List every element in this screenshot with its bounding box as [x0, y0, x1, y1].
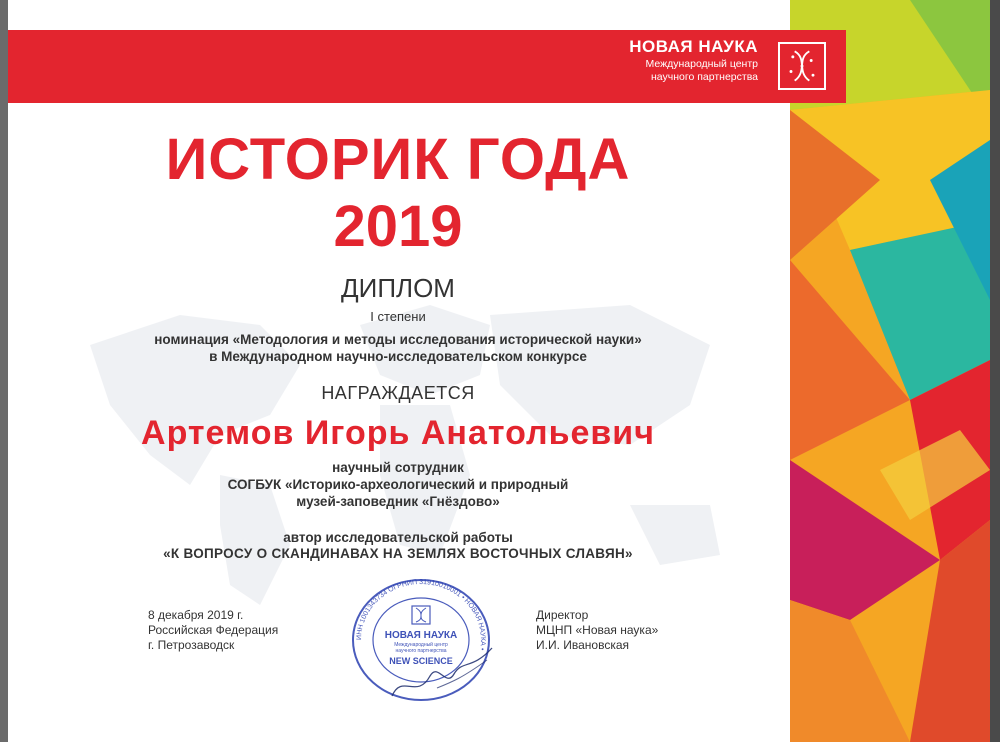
brand-block	[629, 36, 826, 84]
signer-name: И.И. Ивановская	[536, 638, 630, 652]
brand-subtitle: Международный центр	[645, 58, 758, 70]
recipient-name: Артемов Игорь Анатольевич	[141, 414, 655, 452]
official-stamp	[342, 578, 500, 703]
brand-subtitle: научного партнерства	[650, 71, 758, 83]
stamp-ring-text: ИНН 1001343734 ОГРНИП 31910010001 • НОВАЯ НАУКА •	[355, 578, 487, 651]
diploma-year: 2019	[333, 194, 463, 259]
stamp-sub-text: Международный центр	[394, 642, 448, 648]
issue-country: Российская Федерация	[148, 623, 279, 637]
header-band	[8, 30, 846, 103]
recipient-position: научный сотрудник	[332, 460, 464, 475]
stamp-center-text: НОВАЯ НАУКА	[384, 630, 458, 641]
stamp-sub-text: научного партнерства	[395, 648, 447, 654]
recipient-organization: музей-заповедник «Гнёздово»	[296, 494, 500, 509]
issue-details	[148, 608, 278, 653]
document-type: ДИПЛОМ	[341, 273, 455, 303]
new-science-logo-icon	[778, 42, 826, 90]
diploma-degree: I степени	[370, 309, 426, 324]
signer-title: Директор	[536, 608, 589, 622]
brand-name: НОВАЯ НАУКА	[629, 37, 758, 56]
recipient-organization: СОГБУК «Историко-археологический и природный	[227, 477, 569, 492]
nomination-text: номинация «Методология и методы исследования исторической науки»	[154, 332, 642, 347]
colorful-decoration	[790, 0, 990, 742]
issue-city: г. Петрозаводск	[148, 638, 235, 652]
awarded-label: НАГРАЖДАЕТСЯ	[321, 383, 475, 403]
work-label: автор исследовательской работы	[283, 530, 513, 545]
diploma-title: ИСТОРИК ГОДА	[165, 127, 631, 192]
signer-details	[536, 608, 658, 653]
stamp-english-text: NEW SCIENCE	[389, 656, 453, 666]
page-left-edge	[0, 0, 8, 742]
stamp-logo-icon	[412, 606, 430, 624]
work-title: «К ВОПРОСУ О СКАНДИНАВАХ НА ЗЕМЛЯХ ВОСТОЧНЫХ СЛАВЯН»	[163, 546, 633, 561]
contest-text: в Международном научно-исследовательском конкурсе	[209, 349, 587, 364]
issue-date: 8 декабря 2019 г.	[148, 608, 244, 622]
viewer-scrollbar[interactable]	[990, 0, 1000, 742]
signer-organization: МЦНП «Новая наука»	[536, 623, 659, 637]
